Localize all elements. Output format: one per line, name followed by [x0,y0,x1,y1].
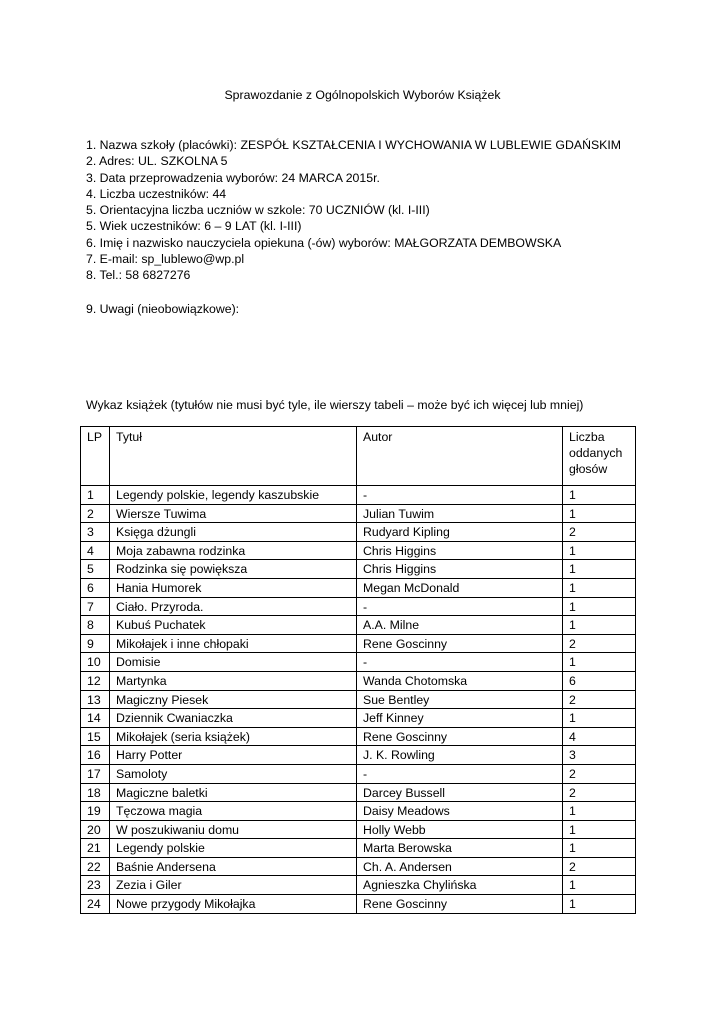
cell-votes: 1 [563,597,636,616]
table-row [81,523,636,542]
table-row [81,486,636,505]
cell-lp: 20 [81,820,110,839]
cell-lp: 16 [81,746,110,765]
cell-author: - [357,486,563,505]
cell-lp: 3 [81,523,110,542]
school-info-list [86,137,621,284]
cell-title: Ciało. Przyroda. [110,597,357,616]
cell-votes: 1 [563,504,636,523]
table-row [81,634,636,653]
cell-lp: 15 [81,727,110,746]
cell-votes: 1 [563,560,636,579]
cell-author: - [357,597,563,616]
cell-lp: 8 [81,616,110,635]
cell-author: Chris Higgins [357,541,563,560]
cell-votes: 6 [563,671,636,690]
cell-votes: 1 [563,578,636,597]
info-line-email: 7. E-mail: sp_lublewo@wp.pl [86,252,245,267]
cell-author: A.A. Milne [357,616,563,635]
cell-author: - [357,653,563,672]
cell-votes: 4 [563,727,636,746]
books-table [80,426,636,914]
table-row [81,504,636,523]
cell-votes: 2 [563,690,636,709]
table-intro: Wykaz książek (tytułów nie musi być tyle, ile wierszy tabeli – może być ich więcej lub mniej) [86,398,584,412]
cell-author: - [357,764,563,783]
cell-author: Holly Webb [357,820,563,839]
table-row [81,802,636,821]
info-line-address: 2. Adres: UL. SZKOLNA 5 [86,154,228,169]
cell-votes: 1 [563,876,636,895]
table-row [81,857,636,876]
cell-lp: 6 [81,578,110,597]
cell-author: Julian Tuwim [357,504,563,523]
cell-title: Hania Humorek [110,578,357,597]
table-row [81,653,636,672]
header-votes-line3: głosów [569,462,608,476]
table-row [81,876,636,895]
cell-votes: 1 [563,486,636,505]
cell-author: Wanda Chotomska [357,671,563,690]
cell-title: Magiczny Piesek [110,690,357,709]
cell-title: Harry Potter [110,746,357,765]
cell-lp: 7 [81,597,110,616]
cell-title: Legendy polskie, legendy kaszubskie [110,486,357,505]
table-row [81,560,636,579]
info-line-phone: 8. Tel.: 58 6827276 [86,268,191,283]
cell-lp: 24 [81,895,110,914]
cell-author: Daisy Meadows [357,802,563,821]
cell-lp: 22 [81,857,110,876]
cell-lp: 9 [81,634,110,653]
cell-lp: 18 [81,783,110,802]
cell-author: Rene Goscinny [357,727,563,746]
cell-title: Dziennik Cwaniaczka [110,709,357,728]
cell-lp: 23 [81,876,110,895]
cell-votes: 2 [563,764,636,783]
cell-votes: 1 [563,820,636,839]
table-row [81,578,636,597]
table-row [81,764,636,783]
cell-title: Samoloty [110,764,357,783]
cell-author: Darcey Bussell [357,783,563,802]
table-row [81,690,636,709]
cell-lp: 2 [81,504,110,523]
cell-title: Legendy polskie [110,839,357,858]
table-row [81,671,636,690]
header-votes [563,427,636,486]
cell-lp: 1 [81,486,110,505]
cell-author: Rene Goscinny [357,634,563,653]
cell-title: Domisie [110,653,357,672]
cell-author: Megan McDonald [357,578,563,597]
cell-lp: 14 [81,709,110,728]
cell-votes: 2 [563,783,636,802]
cell-lp: 21 [81,839,110,858]
cell-votes: 1 [563,616,636,635]
info-line-teacher: 6. Imię i nazwisko nauczyciela opiekuna (-ów) wyborów: MAŁGORZATA DEMBOWSKA [86,235,562,250]
cell-votes: 1 [563,541,636,560]
cell-title: Baśnie Andersena [110,857,357,876]
table-row [81,895,636,914]
cell-lp: 5 [81,560,110,579]
cell-title: Rodzinka się powiększa [110,560,357,579]
cell-title: Mikołajek i inne chłopaki [110,634,357,653]
cell-title: W poszukiwaniu domu [110,820,357,839]
cell-author: Ch. A. Andersen [357,857,563,876]
cell-lp: 10 [81,653,110,672]
cell-author: Marta Berowska [357,839,563,858]
cell-votes: 1 [563,802,636,821]
cell-title: Zezia i Giler [110,876,357,895]
cell-title: Kubuś Puchatek [110,616,357,635]
cell-author: Rudyard Kipling [357,523,563,542]
cell-title: Moja zabawna rodzinka [110,541,357,560]
table-row [81,616,636,635]
table-row [81,783,636,802]
notes-label: 9. Uwagi (nieobowiązkowe): [86,302,240,316]
cell-votes: 1 [563,653,636,672]
cell-votes: 3 [563,746,636,765]
document-title: Sprawozdanie z Ogólnopolskich Wyborów Książek [224,88,501,102]
cell-lp: 4 [81,541,110,560]
cell-author: Jeff Kinney [357,709,563,728]
header-lp: LP [81,427,110,486]
cell-votes: 2 [563,857,636,876]
cell-lp: 19 [81,802,110,821]
info-line-student-count: 5. Orientacyjna liczba uczniów w szkole: 70 UCZNIÓW (kl. I-III) [86,203,430,218]
header-votes-line1: Liczba [569,430,605,444]
cell-title: Mikołajek (seria książek) [110,727,357,746]
table-row [81,746,636,765]
cell-lp: 12 [81,671,110,690]
books-table-body [81,486,636,914]
cell-title: Nowe przygody Mikołajka [110,895,357,914]
table-row [81,541,636,560]
header-author: Autor [357,427,563,486]
table-row [81,820,636,839]
cell-title: Wiersze Tuwima [110,504,357,523]
cell-author: Sue Bentley [357,690,563,709]
cell-votes: 1 [563,709,636,728]
cell-title: Tęczowa magia [110,802,357,821]
table-row [81,839,636,858]
info-line-participants: 4. Liczba uczestników: 44 [86,186,227,201]
cell-author: Agnieszka Chylińska [357,876,563,895]
cell-title: Magiczne baletki [110,783,357,802]
cell-title: Martynka [110,671,357,690]
cell-lp: 13 [81,690,110,709]
table-header-row [81,427,636,486]
info-line-date: 3. Data przeprowadzenia wyborów: 24 MARCA 2015r. [86,170,380,185]
cell-author: Rene Goscinny [357,895,563,914]
cell-votes: 1 [563,839,636,858]
info-line-school-name: 1. Nazwa szkoły (placówki): ZESPÓŁ KSZTAŁCENIA I WYCHOWANIA W LUBLEWIE GDAŃSKIM [86,138,622,152]
table-row [81,597,636,616]
table-row [81,709,636,728]
cell-votes: 2 [563,523,636,542]
cell-author: Chris Higgins [357,560,563,579]
info-line-age: 5. Wiek uczestników: 6 – 9 LAT (kl. I-III) [86,219,302,234]
header-votes-line2: oddanych [569,446,623,460]
cell-votes: 2 [563,634,636,653]
header-title: Tytuł [110,427,357,486]
cell-lp: 17 [81,764,110,783]
cell-author: J. K. Rowling [357,746,563,765]
table-row [81,727,636,746]
cell-votes: 1 [563,895,636,914]
cell-title: Księga dżungli [110,523,357,542]
